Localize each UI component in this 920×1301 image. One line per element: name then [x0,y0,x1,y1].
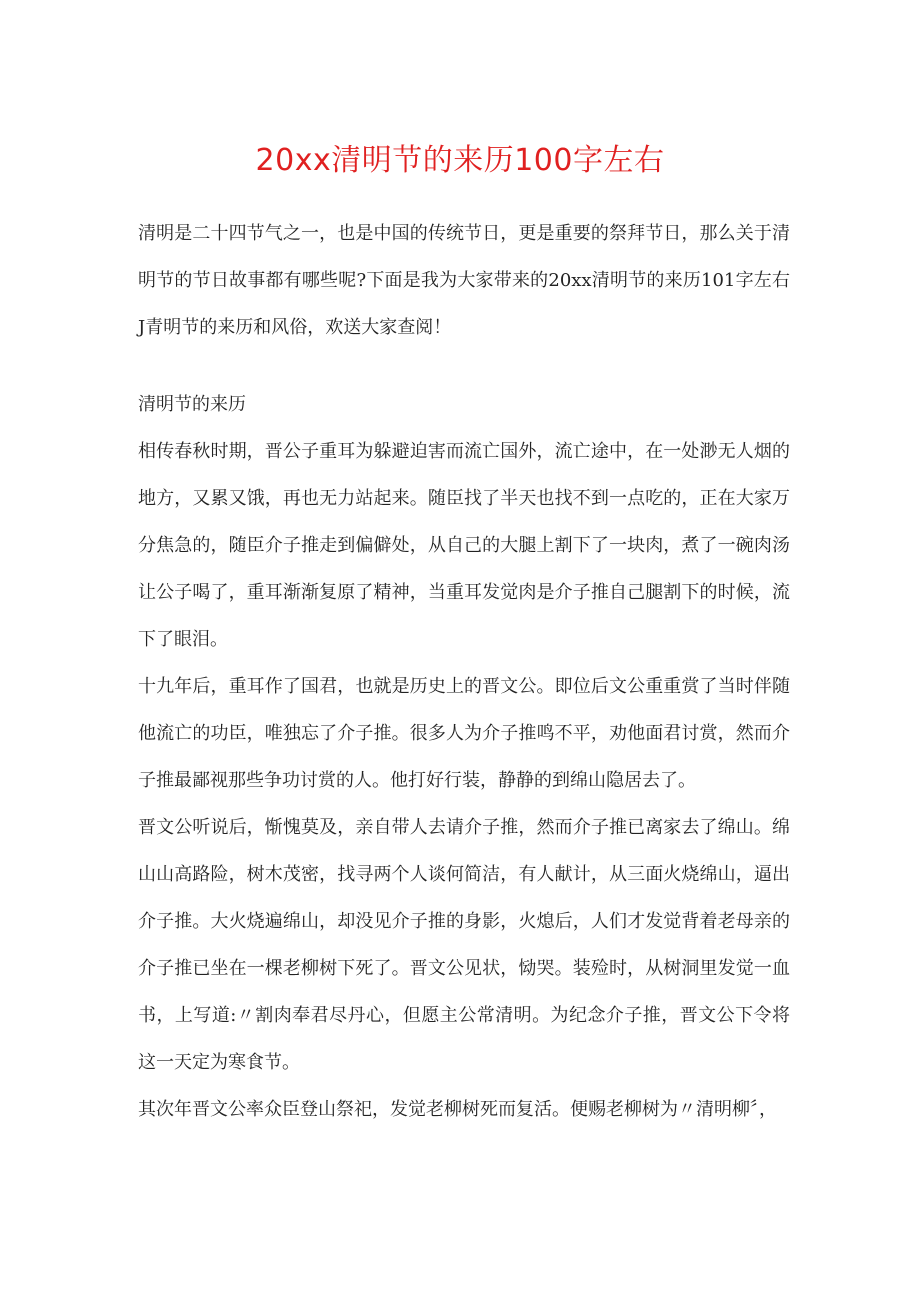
body-paragraph-3: 晋文公听说后，惭愧莫及，亲自带人去请介子推，然而介子推已离家去了绵山。绵山山高路险，树木茂密，找寻两个人谈何简洁，有人献计，从三面火烧绵山，逼出介子推。大火烧遍绵山，却没见介子推的身影，火熄后，人们才发觉背着老母亲的介子推已坐在一棵老柳树下死了。晋文公见状，恸哭。装殓时，从树洞里发觉一血书，上写道:〃割肉奉君尽丹心，但愿主公常清明。为纪念介子推，晋文公下令将这一天定为寒食节。 [138,817,790,1073]
intro-paragraph: 清明是二十四节气之一，也是中国的传统节日，更是重要的祭拜节日，那么关于清明节的节日故事都有哪些呢?下面是我为大家带来的20xx清明节的来历101字左右J青明节的来历和风俗，欢送大家查阅！ [138,223,790,338]
body-paragraph-1: 相传春秋时期，晋公子重耳为躲避迫害而流亡国外，流亡途中，在一处渺无人烟的地方，又累又饿，再也无力站起来。随臣找了半天也找不到一点吃的，正在大家万分焦急的，随臣介子推走到偏僻处，从自己的大腿上割下了一块肉，煮了一碗肉汤让公子喝了，重耳渐渐复原了精神，当重耳发觉肉是介子推自己腿割下的时候，流下了眼泪。 [138,441,790,650]
body-paragraph-2: 十九年后，重耳作了国君，也就是历史上的晋文公。即位后文公重重赏了当时伴随他流亡的功臣，唯独忘了介子推。很多人为介子推鸣不平，劝他面君讨赏，然而介子推最鄙视那些争功讨赏的人。他打好行装，静静的到绵山隐居去了。 [138,676,790,791]
document-title: 20xx清明节的来历100字左右 [255,143,665,178]
section-heading: 清明节的来历 [138,394,246,415]
body-paragraph-4: 其次年晋文公率众臣登山祭祀，发觉老柳树死而复活。便赐老柳树为〃清明柳〞， [138,1099,777,1120]
document-body [138,210,790,1133]
